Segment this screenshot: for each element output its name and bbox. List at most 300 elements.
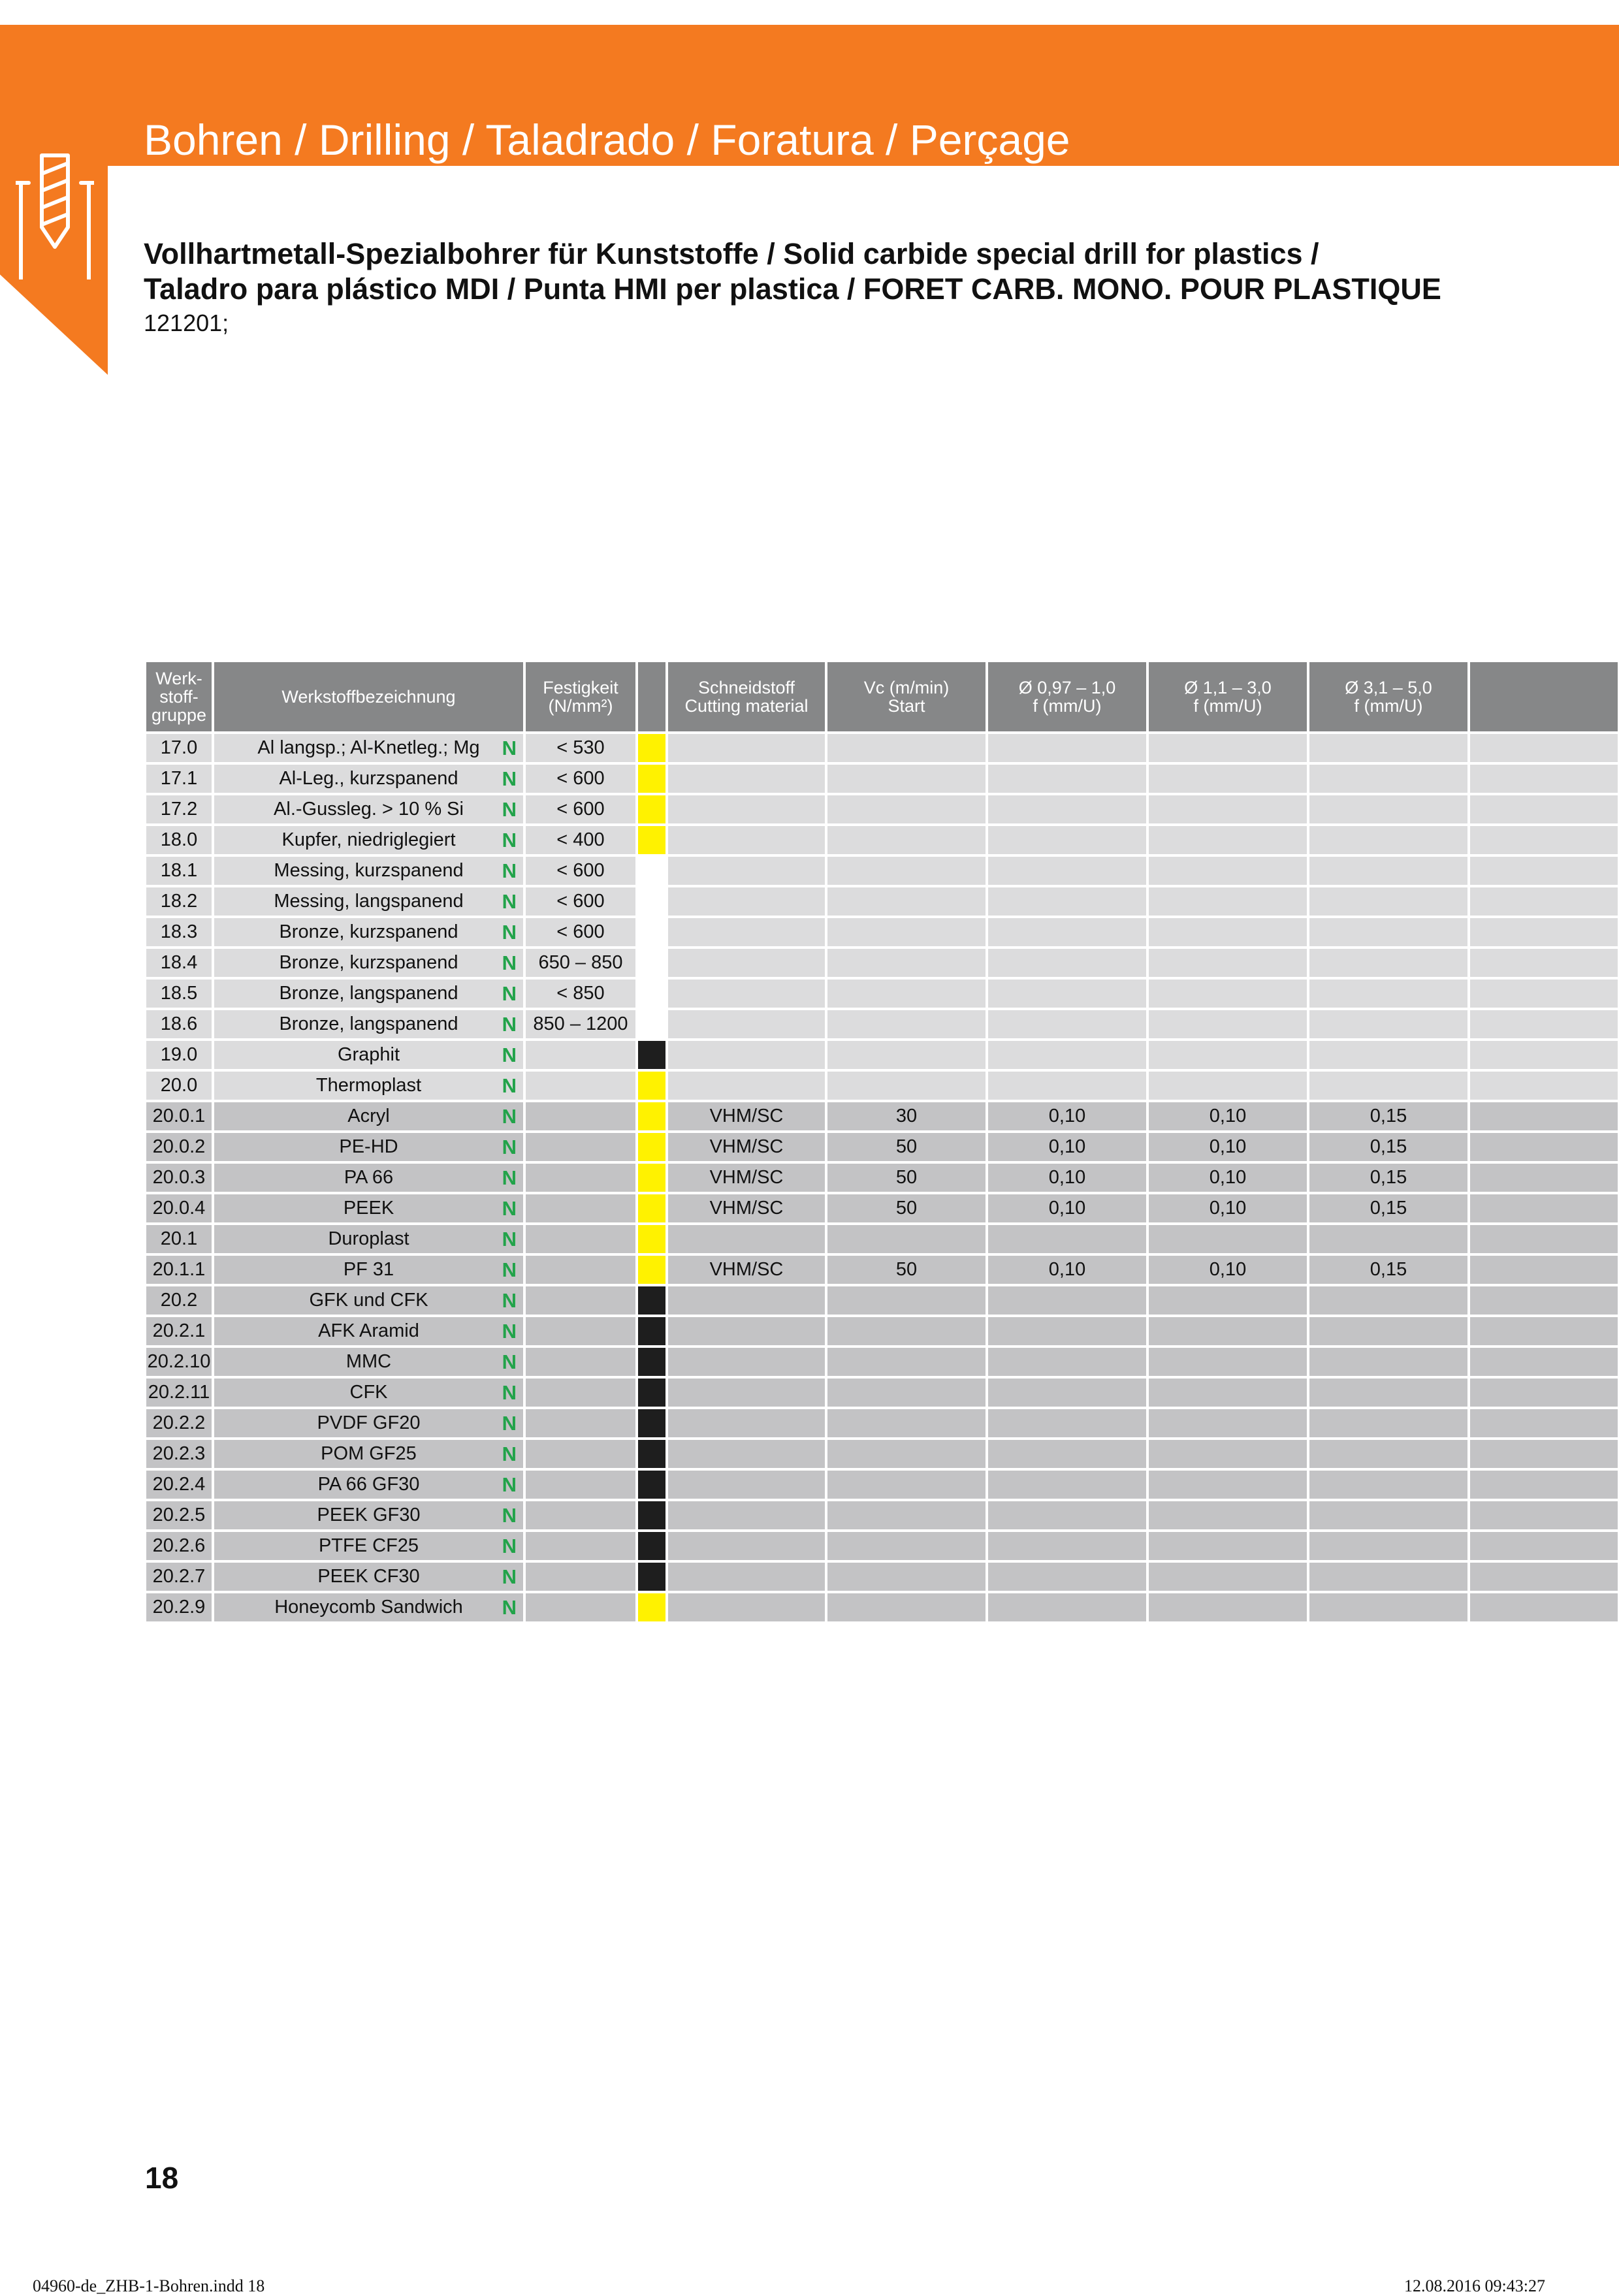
- drill-bit-icon: [16, 149, 94, 279]
- material-name: PA 66 GF30: [317, 1474, 420, 1495]
- color-swatch: [637, 763, 667, 794]
- color-swatch: [637, 1377, 667, 1408]
- material-name: Acryl: [347, 1106, 390, 1126]
- cutting-material-cell: VHM/SC: [667, 1193, 826, 1224]
- material-name-cell: [213, 1561, 524, 1592]
- feed-d2-cell: [1147, 1009, 1308, 1040]
- feed-d2-cell: [1147, 1469, 1308, 1500]
- feed-d1-cell: [987, 1531, 1147, 1561]
- material-name: PA 66: [344, 1167, 394, 1188]
- material-name-cell: [213, 1408, 524, 1439]
- cutting-speed-cell: [826, 1224, 987, 1254]
- table-row: [146, 1132, 1619, 1162]
- cutting-speed-cell: 50: [826, 1162, 987, 1193]
- feed-d3-cell: [1308, 794, 1469, 825]
- feed-d1-cell: [987, 1040, 1147, 1070]
- material-name: MMC: [345, 1351, 392, 1372]
- cutting-speed-cell: 30: [826, 1101, 987, 1132]
- cutting-speed-cell: [826, 1316, 987, 1347]
- strength-cell: < 850: [524, 978, 637, 1009]
- material-name-cell: [213, 1469, 524, 1500]
- feed-d1-cell: [987, 1408, 1147, 1439]
- feed-d2-cell: [1147, 1531, 1308, 1561]
- cutting-material-cell: [667, 1531, 826, 1561]
- table-row: [146, 1469, 1619, 1500]
- header-vc: Vc (m/min) Start: [826, 662, 987, 733]
- cutting-material-cell: [667, 1040, 826, 1070]
- color-swatch: [637, 1469, 667, 1500]
- material-name-cell: [213, 1347, 524, 1377]
- extra-cell: [1469, 1224, 1619, 1254]
- color-swatch: [637, 1101, 667, 1132]
- extra-cell: [1469, 1316, 1619, 1347]
- material-name-cell: [213, 886, 524, 917]
- extra-cell: [1469, 1193, 1619, 1224]
- strength-cell: [524, 1224, 637, 1254]
- color-swatch: [637, 1162, 667, 1193]
- strength-cell: [524, 1254, 637, 1285]
- feed-d3-cell: [1308, 1009, 1469, 1040]
- cutting-material-cell: [667, 917, 826, 948]
- table-row: [146, 1162, 1619, 1193]
- color-swatch: [637, 733, 667, 763]
- cutting-material-cell: [667, 855, 826, 886]
- cutting-speed-cell: [826, 1347, 987, 1377]
- material-name-cell: [213, 1439, 524, 1469]
- material-group-cell: 19.0: [146, 1040, 213, 1070]
- material-name-cell: [213, 825, 524, 855]
- iso-group-badge: N: [502, 1013, 517, 1036]
- feed-d2-cell: [1147, 1347, 1308, 1377]
- feed-d2-cell: [1147, 886, 1308, 917]
- material-name-cell: [213, 1009, 524, 1040]
- cutting-material-cell: [667, 1561, 826, 1592]
- color-swatch: [637, 1592, 667, 1623]
- feed-d3-cell: [1308, 1377, 1469, 1408]
- feed-d1-cell: [987, 1070, 1147, 1101]
- cutting-speed-cell: 50: [826, 1254, 987, 1285]
- feed-d2-cell: [1147, 1040, 1308, 1070]
- material-group-cell: 20.0.2: [146, 1132, 213, 1162]
- material-name-cell: [213, 1592, 524, 1623]
- header-diameter-3: Ø 3,1 – 5,0 f (mm/U): [1308, 662, 1469, 733]
- color-swatch: [637, 1347, 667, 1377]
- material-name: PEEK GF30: [317, 1505, 421, 1525]
- material-group-cell: 17.2: [146, 794, 213, 825]
- feed-d2-cell: [1147, 978, 1308, 1009]
- iso-group-badge: N: [502, 1443, 517, 1465]
- feed-d1-cell: [987, 1500, 1147, 1531]
- header-extra: [1469, 662, 1619, 733]
- material-name-cell: [213, 855, 524, 886]
- iso-group-badge: N: [502, 1289, 517, 1312]
- strength-cell: [524, 1040, 637, 1070]
- feed-d1-cell: 0,10: [987, 1162, 1147, 1193]
- feed-d3-cell: [1308, 763, 1469, 794]
- cutting-speed-cell: [826, 855, 987, 886]
- cutting-speed-cell: [826, 794, 987, 825]
- product-title: [144, 236, 1441, 307]
- cutting-material-cell: [667, 1377, 826, 1408]
- strength-cell: [524, 1285, 637, 1316]
- table-row: [146, 1285, 1619, 1316]
- strength-cell: [524, 1561, 637, 1592]
- material-name-cell: [213, 794, 524, 825]
- iso-group-badge: N: [502, 1074, 517, 1097]
- cutting-material-cell: [667, 1347, 826, 1377]
- strength-cell: [524, 1101, 637, 1132]
- material-name: Thermoplast: [315, 1075, 422, 1096]
- extra-cell: [1469, 1439, 1619, 1469]
- strength-cell: [524, 1377, 637, 1408]
- page-number: 18: [145, 2161, 179, 2195]
- material-group-cell: 18.5: [146, 978, 213, 1009]
- cutting-speed-cell: [826, 1377, 987, 1408]
- feed-d2-cell: 0,10: [1147, 1254, 1308, 1285]
- iso-group-badge: N: [502, 921, 517, 944]
- iso-group-badge: N: [502, 1320, 517, 1343]
- table-row: [146, 763, 1619, 794]
- page-title: Bohren / Drilling / Taladrado / Foratura / Perçage: [144, 116, 1070, 164]
- strength-cell: < 400: [524, 825, 637, 855]
- material-name-cell: [213, 1254, 524, 1285]
- material-name: AFK Aramid: [318, 1320, 419, 1341]
- color-swatch: [637, 1285, 667, 1316]
- color-swatch: [637, 1009, 667, 1040]
- material-group-cell: 17.0: [146, 733, 213, 763]
- iso-group-badge: N: [502, 1535, 517, 1557]
- material-name-cell: [213, 733, 524, 763]
- material-group-cell: 18.6: [146, 1009, 213, 1040]
- material-name-cell: [213, 978, 524, 1009]
- table-row: [146, 978, 1619, 1009]
- cutting-material-cell: VHM/SC: [667, 1132, 826, 1162]
- iso-group-badge: N: [502, 1596, 517, 1619]
- color-swatch: [637, 825, 667, 855]
- table-row: [146, 825, 1619, 855]
- color-swatch: [637, 1224, 667, 1254]
- material-name-cell: [213, 1162, 524, 1193]
- cutting-speed-cell: [826, 1561, 987, 1592]
- cutting-material-cell: [667, 1500, 826, 1531]
- cutting-material-cell: [667, 886, 826, 917]
- material-group-cell: 20.2: [146, 1285, 213, 1316]
- feed-d1-cell: [987, 1316, 1147, 1347]
- feed-d1-cell: 0,10: [987, 1254, 1147, 1285]
- iso-group-badge: N: [502, 982, 517, 1005]
- cutting-material-cell: [667, 948, 826, 978]
- feed-d2-cell: [1147, 1285, 1308, 1316]
- iso-group-badge: N: [502, 1228, 517, 1251]
- cutting-material-cell: [667, 1592, 826, 1623]
- feed-d1-cell: [987, 917, 1147, 948]
- cutting-speed-cell: [826, 886, 987, 917]
- cutting-speed-cell: [826, 1439, 987, 1469]
- strength-cell: < 600: [524, 794, 637, 825]
- feed-d1-cell: 0,10: [987, 1193, 1147, 1224]
- material-name: Messing, kurzspanend: [274, 860, 464, 881]
- feed-d2-cell: 0,10: [1147, 1162, 1308, 1193]
- extra-cell: [1469, 886, 1619, 917]
- color-swatch: [637, 1561, 667, 1592]
- material-name: PF 31: [343, 1259, 394, 1280]
- feed-d3-cell: [1308, 1500, 1469, 1531]
- feed-d3-cell: [1308, 855, 1469, 886]
- material-name: PEEK: [343, 1198, 394, 1219]
- material-group-cell: 18.2: [146, 886, 213, 917]
- cutting-speed-cell: [826, 1469, 987, 1500]
- table-row: [146, 1193, 1619, 1224]
- color-swatch: [637, 1408, 667, 1439]
- cutting-material-cell: [667, 1408, 826, 1439]
- material-group-cell: 18.1: [146, 855, 213, 886]
- strength-cell: 850 – 1200: [524, 1009, 637, 1040]
- feed-d3-cell: [1308, 1040, 1469, 1070]
- table-row: [146, 1408, 1619, 1439]
- material-group-cell: 20.0.4: [146, 1193, 213, 1224]
- material-name: Al langsp.; Al-Knetleg.; Mg: [257, 737, 480, 758]
- material-name: Messing, langspanend: [274, 891, 464, 912]
- cutting-material-cell: [667, 1285, 826, 1316]
- material-name: Kupfer, niedriglegiert: [281, 829, 456, 850]
- extra-cell: [1469, 794, 1619, 825]
- cutting-material-cell: VHM/SC: [667, 1254, 826, 1285]
- cutting-speed-cell: [826, 1285, 987, 1316]
- feed-d1-cell: [987, 1439, 1147, 1469]
- strength-cell: [524, 1439, 637, 1469]
- iso-group-badge: N: [502, 890, 517, 913]
- material-group-cell: 18.3: [146, 917, 213, 948]
- cutting-speed-cell: [826, 1531, 987, 1561]
- header-swatch: [637, 662, 667, 733]
- material-name-cell: [213, 1132, 524, 1162]
- material-name-cell: [213, 1500, 524, 1531]
- table-row: [146, 855, 1619, 886]
- header-diameter-2: Ø 1,1 – 3,0 f (mm/U): [1147, 662, 1308, 733]
- material-name: Duroplast: [328, 1228, 409, 1249]
- table-body: [146, 733, 1619, 1623]
- material-name: PVDF GF20: [317, 1412, 421, 1433]
- cutting-material-cell: [667, 1009, 826, 1040]
- table-row: [146, 1377, 1619, 1408]
- material-name: Honeycomb Sandwich: [274, 1597, 463, 1618]
- material-name-cell: [213, 763, 524, 794]
- material-group-cell: 20.2.2: [146, 1408, 213, 1439]
- feed-d3-cell: 0,15: [1308, 1101, 1469, 1132]
- strength-cell: [524, 1469, 637, 1500]
- material-group-cell: 20.2.10: [146, 1347, 213, 1377]
- iso-group-badge: N: [502, 1565, 517, 1588]
- material-name-cell: [213, 917, 524, 948]
- material-name: Bronze, langspanend: [279, 1013, 458, 1034]
- color-swatch: [637, 794, 667, 825]
- material-group-cell: 20.2.11: [146, 1377, 213, 1408]
- cutting-speed-cell: [826, 917, 987, 948]
- strength-cell: < 600: [524, 886, 637, 917]
- material-group-cell: 20.1: [146, 1224, 213, 1254]
- strength-cell: [524, 1531, 637, 1561]
- feed-d1-cell: [987, 1347, 1147, 1377]
- material-group-cell: 20.1.1: [146, 1254, 213, 1285]
- footer-file-name: 04960-de_ZHB-1-Bohren.indd 18: [33, 2276, 265, 2295]
- material-name-cell: [213, 1285, 524, 1316]
- material-name-cell: [213, 1224, 524, 1254]
- table-row: [146, 794, 1619, 825]
- feed-d2-cell: [1147, 763, 1308, 794]
- material-group-cell: 20.2.7: [146, 1561, 213, 1592]
- iso-group-badge: N: [502, 1381, 517, 1404]
- feed-d2-cell: [1147, 825, 1308, 855]
- material-name: Bronze, langspanend: [279, 983, 458, 1004]
- feed-d1-cell: [987, 948, 1147, 978]
- material-group-cell: 18.0: [146, 825, 213, 855]
- material-name: Al-Leg., kurzspanend: [279, 768, 458, 789]
- feed-d1-cell: [987, 1377, 1147, 1408]
- feed-d2-cell: [1147, 1439, 1308, 1469]
- color-swatch: [637, 1439, 667, 1469]
- feed-d3-cell: [1308, 948, 1469, 978]
- material-name: Al.-Gussleg. > 10 % Si: [274, 799, 464, 820]
- strength-cell: [524, 1347, 637, 1377]
- extra-cell: [1469, 1132, 1619, 1162]
- feed-d1-cell: 0,10: [987, 1101, 1147, 1132]
- top-rule: [0, 0, 1619, 3]
- feed-d2-cell: [1147, 917, 1308, 948]
- material-name: GFK und CFK: [309, 1290, 428, 1311]
- feed-d2-cell: [1147, 794, 1308, 825]
- cutting-speed-cell: [826, 763, 987, 794]
- color-swatch: [637, 1500, 667, 1531]
- material-name: Bronze, kurzspanend: [279, 952, 458, 973]
- cutting-speed-cell: [826, 1592, 987, 1623]
- feed-d1-cell: [987, 1561, 1147, 1592]
- feed-d1-cell: [987, 825, 1147, 855]
- feed-d2-cell: [1147, 1592, 1308, 1623]
- feed-d1-cell: [987, 855, 1147, 886]
- feed-d2-cell: 0,10: [1147, 1132, 1308, 1162]
- extra-cell: [1469, 733, 1619, 763]
- cutting-material-cell: [667, 1469, 826, 1500]
- material-group-cell: 18.4: [146, 948, 213, 978]
- feed-d1-cell: [987, 1224, 1147, 1254]
- feed-d3-cell: 0,15: [1308, 1193, 1469, 1224]
- iso-group-badge: N: [502, 1044, 517, 1066]
- cutting-material-cell: [667, 763, 826, 794]
- color-swatch: [637, 1040, 667, 1070]
- material-group-cell: 20.0.1: [146, 1101, 213, 1132]
- feed-d2-cell: [1147, 733, 1308, 763]
- header-strength: Festigkeit (N/mm²): [524, 662, 637, 733]
- iso-group-badge: N: [502, 737, 517, 759]
- table-row: [146, 917, 1619, 948]
- extra-cell: [1469, 1592, 1619, 1623]
- material-group-cell: 20.0: [146, 1070, 213, 1101]
- table-row: [146, 1101, 1619, 1132]
- feed-d1-cell: 0,10: [987, 1132, 1147, 1162]
- feed-d3-cell: [1308, 886, 1469, 917]
- table-header-row: [146, 662, 1619, 733]
- table-row: [146, 1439, 1619, 1469]
- table-row: [146, 1316, 1619, 1347]
- extra-cell: [1469, 825, 1619, 855]
- color-swatch: [637, 1254, 667, 1285]
- feed-d2-cell: [1147, 1500, 1308, 1531]
- strength-cell: 650 – 850: [524, 948, 637, 978]
- strength-cell: < 600: [524, 763, 637, 794]
- header-designation: Werkstoffbezeichnung: [213, 662, 524, 733]
- extra-cell: [1469, 1347, 1619, 1377]
- extra-cell: [1469, 1009, 1619, 1040]
- iso-group-badge: N: [502, 1473, 517, 1496]
- material-group-cell: 20.2.9: [146, 1592, 213, 1623]
- extra-cell: [1469, 1101, 1619, 1132]
- cutting-speed-cell: [826, 1500, 987, 1531]
- cutting-speed-cell: [826, 1070, 987, 1101]
- cutting-speed-cell: 50: [826, 1132, 987, 1162]
- feed-d3-cell: [1308, 1070, 1469, 1101]
- material-group-cell: 20.2.5: [146, 1500, 213, 1531]
- feed-d2-cell: [1147, 1070, 1308, 1101]
- iso-group-badge: N: [502, 1136, 517, 1158]
- material-name: PTFE CF25: [318, 1535, 419, 1556]
- feed-d3-cell: [1308, 1285, 1469, 1316]
- cutting-speed-cell: [826, 1009, 987, 1040]
- strength-cell: [524, 1162, 637, 1193]
- extra-cell: [1469, 978, 1619, 1009]
- feed-d1-cell: [987, 1285, 1147, 1316]
- color-swatch: [637, 855, 667, 886]
- material-name: PEEK CF30: [317, 1566, 420, 1587]
- iso-group-badge: N: [502, 1350, 517, 1373]
- color-swatch: [637, 1316, 667, 1347]
- strength-cell: [524, 1500, 637, 1531]
- footer-timestamp: 12.08.2016 09:43:27: [1404, 2276, 1545, 2295]
- table-row: [146, 1070, 1619, 1101]
- feed-d2-cell: [1147, 1408, 1308, 1439]
- color-swatch: [637, 1132, 667, 1162]
- extra-cell: [1469, 1500, 1619, 1531]
- table-row: [146, 886, 1619, 917]
- cutting-data-table: [146, 662, 1619, 1624]
- extra-cell: [1469, 1040, 1619, 1070]
- extra-cell: [1469, 1377, 1619, 1408]
- feed-d1-cell: [987, 794, 1147, 825]
- color-swatch: [637, 978, 667, 1009]
- feed-d3-cell: [1308, 1531, 1469, 1561]
- material-group-cell: 17.1: [146, 763, 213, 794]
- feed-d3-cell: [1308, 1408, 1469, 1439]
- extra-cell: [1469, 1070, 1619, 1101]
- extra-cell: [1469, 948, 1619, 978]
- iso-group-badge: N: [502, 1197, 517, 1220]
- iso-group-badge: N: [502, 1504, 517, 1527]
- product-title-line-2: Taladro para plástico MDI / Punta HMI per plastica / FORET CARB. MONO. POUR PLASTIQUE: [144, 272, 1441, 306]
- feed-d1-cell: [987, 733, 1147, 763]
- material-group-cell: 20.2.1: [146, 1316, 213, 1347]
- feed-d2-cell: [1147, 1377, 1308, 1408]
- cutting-material-cell: [667, 1439, 826, 1469]
- iso-group-badge: N: [502, 859, 517, 882]
- material-name-cell: [213, 1040, 524, 1070]
- feed-d3-cell: [1308, 978, 1469, 1009]
- feed-d3-cell: [1308, 917, 1469, 948]
- material-name: Bronze, kurzspanend: [279, 921, 458, 942]
- table-row: [146, 1347, 1619, 1377]
- material-name-cell: [213, 1316, 524, 1347]
- table-row: [146, 1040, 1619, 1070]
- feed-d3-cell: [1308, 1561, 1469, 1592]
- table-row: [146, 1592, 1619, 1623]
